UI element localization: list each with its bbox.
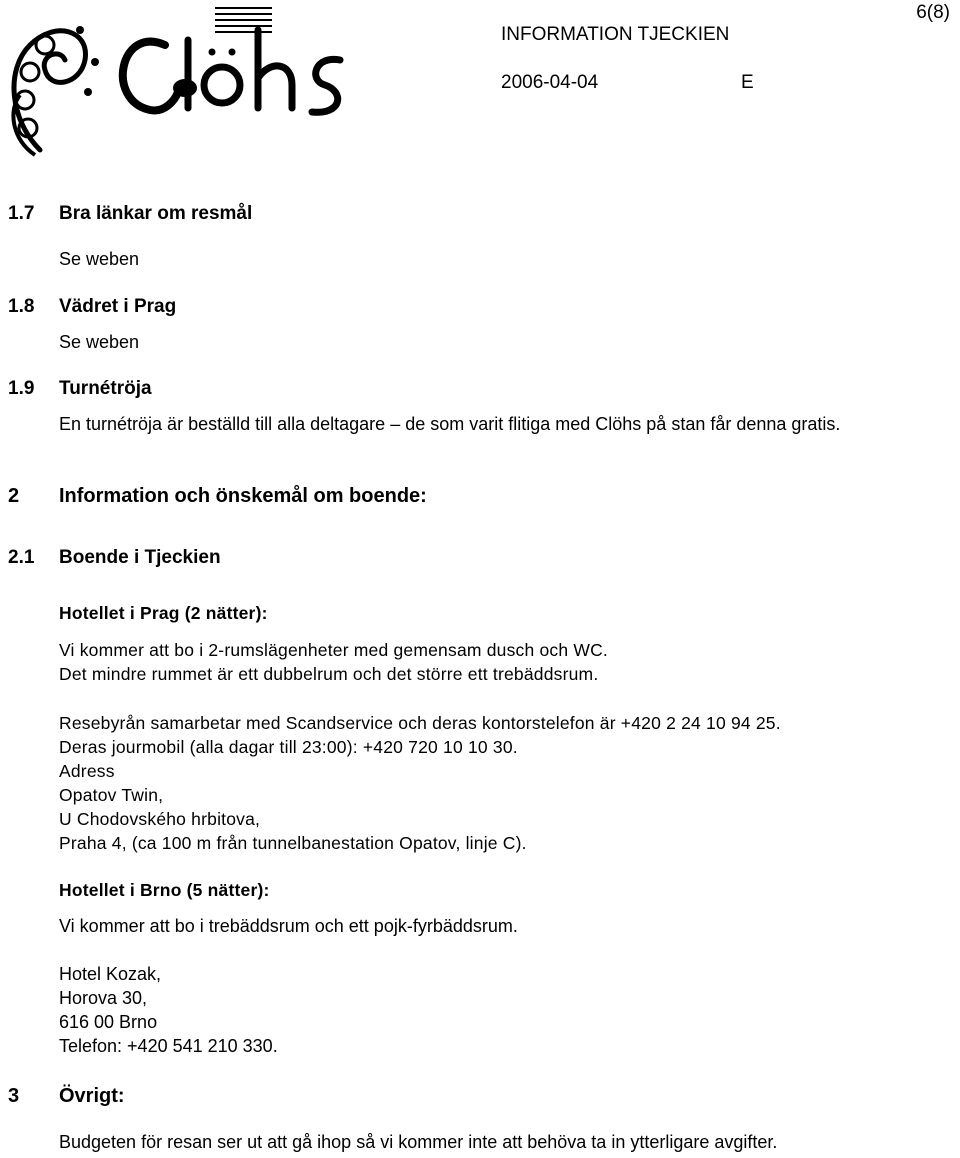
- brno-line: Hotel Kozak,: [59, 964, 162, 984]
- section-title: Övrigt:: [59, 1085, 125, 1107]
- prag-line: Resebyrån samarbetar med Scandservice och deras kontorstelefon är +420 2 24 10 94 25.: [59, 713, 781, 733]
- document-title: INFORMATION TJECKIEN: [501, 24, 730, 45]
- section-title: Boende i Tjeckien: [59, 547, 221, 568]
- prag-line: Adress: [59, 761, 115, 781]
- prag-hotel-heading: Hotellet i Prag (2 nätter):: [59, 603, 268, 623]
- brno-hotel-heading: Hotellet i Brno (5 nätter):: [59, 880, 270, 900]
- section-number: 2.1: [8, 547, 35, 568]
- section-body: Budgeten för resan ser ut att gå ihop så vi kommer inte att behöva ta in ytterligare avgifter.: [59, 1132, 778, 1152]
- brno-line: 616 00 Brno: [59, 1012, 158, 1032]
- section-title: Information och önskemål om boende:: [59, 485, 427, 507]
- section-title: Turnétröja: [59, 378, 152, 399]
- section-number: 2: [8, 485, 20, 507]
- page-number: 6(8): [916, 2, 950, 23]
- section-body: Se weben: [59, 249, 140, 269]
- brno-line: Horova 30,: [59, 988, 148, 1008]
- prag-line: Vi kommer att bo i 2-rumslägenheter med gemensam dusch och WC.: [59, 640, 608, 660]
- brno-line: Telefon: +420 541 210 330.: [59, 1036, 278, 1056]
- document-date: 2006-04-04: [501, 72, 599, 93]
- prag-line: Deras jourmobil (alla dagar till 23:00): +420 720 10 10 30.: [59, 737, 518, 757]
- section-body: En turnétröja är beställd till alla deltagare – de som varit flitiga med Clöhs på stan får denna gratis.: [59, 414, 841, 434]
- section-number: 1.8: [8, 296, 35, 317]
- brno-line: Vi kommer att bo i trebäddsrum och ett pojk-fyrbäddsrum.: [59, 916, 518, 936]
- section-number: 3: [8, 1085, 20, 1107]
- clohs-logo: [0, 0, 360, 168]
- prag-line: Det mindre rummet är ett dubbelrum och det större ett trebäddsrum.: [59, 664, 599, 684]
- section-title: Bra länkar om resmål: [59, 203, 253, 224]
- section-title: Vädret i Prag: [59, 296, 177, 317]
- prag-line: U Chodovského hrbitova,: [59, 809, 261, 829]
- section-number: 1.9: [8, 378, 35, 399]
- section-number: 1.7: [8, 203, 35, 224]
- document-code: E: [741, 72, 754, 93]
- section-body: Se weben: [59, 332, 140, 352]
- prag-line: Opatov Twin,: [59, 785, 164, 805]
- prag-line: Praha 4, (ca 100 m från tunnelbanestation Opatov, linje C).: [59, 833, 527, 853]
